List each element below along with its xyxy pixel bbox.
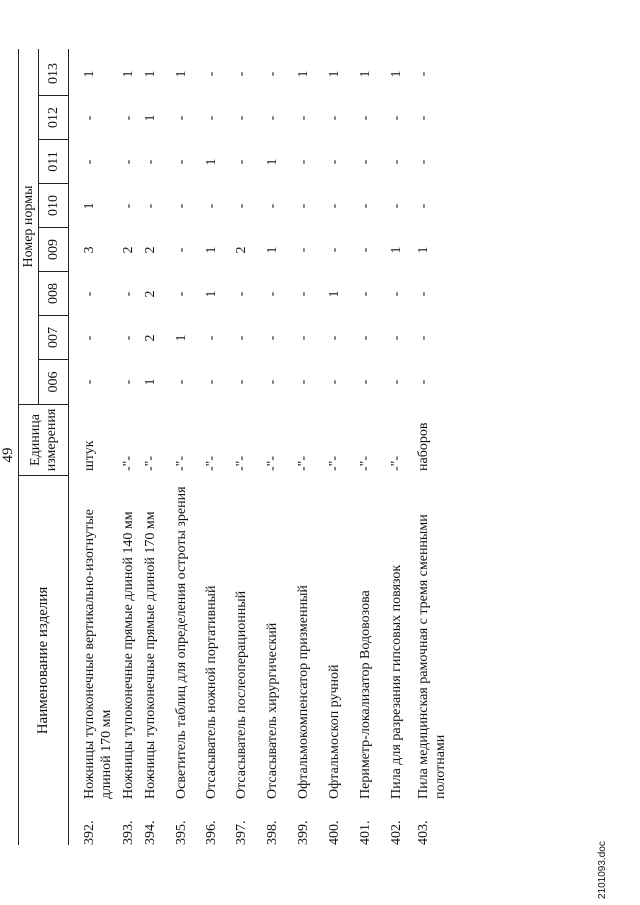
header-unit-line2: измерения [43, 408, 59, 472]
cell-norm-value: - [174, 159, 189, 165]
cell-norm-value: 1 [143, 114, 158, 122]
cell-norm-value: - [174, 247, 189, 253]
table-row [120, 49, 140, 845]
header-code: 006 [45, 371, 61, 393]
cell-unit: наборов [416, 422, 431, 471]
cell-norm-value: 1 [204, 246, 219, 254]
cell-norm-value: - [82, 379, 97, 385]
header-name: Наименование изделия [19, 475, 68, 845]
cell-norm-value: - [358, 335, 373, 341]
table-row [173, 49, 207, 845]
cell-norm-value: 1 [265, 246, 280, 254]
header-unit-line1: Единица [27, 414, 43, 466]
cell-norm-value: 1 [143, 378, 158, 386]
cell-norm-value: - [265, 71, 280, 77]
cell-norm-value: - [82, 291, 97, 297]
cell-norm-value: - [327, 159, 342, 165]
cell-norm-value: 1 [296, 70, 311, 78]
header-code: 012 [39, 96, 68, 140]
products-table [18, 49, 448, 845]
header-code: 010 [39, 184, 68, 228]
cell-norm-value: - [174, 115, 189, 121]
cell-norm-value: - [82, 159, 97, 165]
cell-name [120, 475, 140, 845]
cell-name [203, 475, 223, 845]
product-name: Пила медицинская рамочная с тремя сменными полотнами [416, 514, 448, 799]
cell-norm-value: 1 [358, 70, 373, 78]
cell-norm-value: - [416, 115, 431, 121]
cell-norm-value: - [389, 159, 404, 165]
cell-norm-value: 1 [389, 246, 404, 254]
cell-norm-value: - [121, 335, 136, 341]
cell-name [415, 475, 449, 845]
table-row [264, 49, 284, 845]
cell-name [264, 475, 284, 845]
cell-norm-value: 2 [143, 334, 158, 342]
cell-norm-value: - [358, 159, 373, 165]
cell-norm-value: 1 [204, 290, 219, 298]
cell-norm-value: 1 [204, 158, 219, 166]
cell-norm-value: 3 [82, 246, 97, 254]
product-name: Офтальмоскоп ручной [327, 664, 342, 799]
table-header [18, 49, 69, 845]
table-row [233, 49, 253, 845]
cell-norm-value: - [234, 159, 249, 165]
cell-norm-value: - [358, 115, 373, 121]
cell-norm-value: - [327, 115, 342, 121]
product-name: Ножницы тупоконечные вертикально-изогнутые длиной 170 мм [82, 509, 114, 799]
cell-unit: -"- [358, 455, 373, 471]
product-name: Пила для разрезания гипсовых повязок [389, 564, 404, 799]
header-norm-group: Номер нормы [19, 49, 39, 404]
cell-norm-value: 1 [327, 70, 342, 78]
cell-norm-value: 1 [416, 246, 431, 254]
cell-norm-value: - [296, 291, 311, 297]
cell-norm-value: - [416, 203, 431, 209]
row-number: 393. [121, 820, 136, 845]
cell-norm-value: - [416, 379, 431, 385]
product-name: Отсасыватель ножной портативный [204, 585, 219, 799]
cell-name [173, 475, 207, 845]
cell-norm-value: - [82, 115, 97, 121]
table-row [415, 49, 449, 845]
cell-unit: -"- [143, 455, 158, 471]
row-number: 397. [234, 820, 249, 845]
cell-norm-value: - [358, 203, 373, 209]
header-codes [39, 49, 68, 404]
cell-norm-value: 1 [327, 290, 342, 298]
cell-norm-value: - [416, 335, 431, 341]
table-row [388, 49, 408, 845]
cell-norm-value: - [296, 247, 311, 253]
cell-norm-value: - [389, 379, 404, 385]
cell-norm-value: - [143, 203, 158, 209]
table-row [81, 49, 115, 845]
cell-norm-value: - [265, 335, 280, 341]
cell-name [81, 475, 115, 845]
cell-unit: -"- [265, 455, 280, 471]
cell-norm-value: 2 [143, 290, 158, 298]
product-name: Офтальмокомпенсатор призменный [296, 585, 311, 799]
cell-norm-value: - [358, 291, 373, 297]
cell-norm-value: - [121, 159, 136, 165]
cell-norm-value: - [234, 379, 249, 385]
row-number: 395. [174, 820, 189, 845]
cell-norm-value: 1 [174, 334, 189, 342]
cell-norm-value: 1 [82, 202, 97, 210]
cell-norm-value: - [174, 379, 189, 385]
cell-norm-value: - [416, 291, 431, 297]
cell-norm-value: - [327, 335, 342, 341]
cell-unit: -"- [296, 455, 311, 471]
cell-unit: -"- [327, 455, 342, 471]
cell-norm-value: - [296, 335, 311, 341]
header-code: 009 [39, 228, 68, 272]
cell-norm-value: - [389, 203, 404, 209]
cell-norm-value: - [358, 379, 373, 385]
cell-norm-value: - [204, 379, 219, 385]
cell-norm-value: 1 [265, 158, 280, 166]
cell-norm-value: - [358, 247, 373, 253]
cell-norm-value: - [265, 379, 280, 385]
cell-norm-value: - [327, 203, 342, 209]
cell-norm-value: 1 [389, 70, 404, 78]
row-number: 401. [358, 820, 373, 845]
cell-norm-value: - [121, 291, 136, 297]
footer-filename: 2101093.doc [597, 841, 608, 899]
row-number: 403. [416, 820, 431, 845]
cell-norm-value: 1 [174, 70, 189, 78]
cell-unit: -"- [234, 455, 249, 471]
cell-norm-value: 1 [143, 70, 158, 78]
header-code: 011 [39, 140, 68, 184]
row-number: 394. [143, 820, 158, 845]
cell-norm-value: - [296, 159, 311, 165]
cell-name [388, 475, 408, 845]
cell-norm-value: 2 [143, 246, 158, 254]
cell-norm-value: 2 [234, 246, 249, 254]
cell-norm-value: - [327, 379, 342, 385]
cell-norm-value: - [204, 203, 219, 209]
header-code: 008 [39, 272, 68, 316]
cell-name [357, 475, 377, 845]
table-row [326, 49, 346, 845]
cell-norm-value: - [204, 115, 219, 121]
row-number: 396. [204, 820, 219, 845]
cell-norm-value: - [121, 203, 136, 209]
cell-norm-value: - [416, 159, 431, 165]
header-unit [19, 404, 68, 475]
cell-norm-value: 1 [121, 70, 136, 78]
table-row [203, 49, 223, 845]
cell-norm-value: - [121, 115, 136, 121]
cell-norm-value: - [389, 291, 404, 297]
cell-norm-value: - [416, 71, 431, 77]
header-code: 007 [39, 316, 68, 360]
product-name: Отсасыватель послеоперационный [234, 590, 249, 799]
row-number: 400. [327, 820, 342, 845]
cell-unit: -"- [121, 455, 136, 471]
cell-norm-value: - [204, 335, 219, 341]
cell-norm-value: - [143, 159, 158, 165]
cell-norm-value: - [389, 335, 404, 341]
page-number: 49 [0, 447, 16, 463]
cell-norm-value: - [327, 247, 342, 253]
cell-norm-value: - [234, 203, 249, 209]
product-name: Отсасыватель хирургический [265, 622, 280, 799]
cell-norm-value: - [265, 203, 280, 209]
product-name: Осветитель таблиц для определения остроты зрения [174, 486, 189, 799]
cell-name [233, 475, 253, 845]
cell-norm-value: - [234, 115, 249, 121]
cell-unit: -"- [174, 455, 189, 471]
cell-norm-value: - [234, 291, 249, 297]
table-row [357, 49, 377, 845]
cell-norm-value: - [265, 291, 280, 297]
cell-norm-value: - [265, 115, 280, 121]
cell-name [295, 475, 315, 845]
cell-norm-value: 2 [121, 246, 136, 254]
cell-norm-value: - [234, 335, 249, 341]
table-row [295, 49, 315, 845]
cell-norm-value: - [296, 203, 311, 209]
cell-norm-value: - [296, 115, 311, 121]
cell-name [326, 475, 346, 845]
cell-norm-value: - [234, 71, 249, 77]
cell-norm-value: - [174, 291, 189, 297]
cell-norm-value: - [121, 379, 136, 385]
cell-norm-value: - [389, 115, 404, 121]
cell-name [142, 475, 162, 845]
row-number: 392. [82, 820, 97, 845]
cell-norm-value: 1 [82, 70, 97, 78]
cell-norm-value: - [204, 71, 219, 77]
row-number: 398. [265, 820, 280, 845]
product-name: Ножницы тупоконечные прямые длиной 170 мм [143, 511, 158, 799]
cell-norm-value: - [174, 203, 189, 209]
product-name: Ножницы тупоконечные прямые длиной 140 мм [121, 511, 136, 799]
cell-unit: штук [82, 440, 97, 471]
cell-norm-value: - [82, 335, 97, 341]
product-name: Периметр-локализатор Водовозова [358, 590, 373, 799]
cell-unit: -"- [389, 455, 404, 471]
header-code: 013 [39, 52, 68, 96]
row-number: 402. [389, 820, 404, 845]
table-row [142, 49, 162, 845]
row-number: 399. [296, 820, 311, 845]
cell-norm-value: - [296, 379, 311, 385]
cell-unit: -"- [204, 455, 219, 471]
